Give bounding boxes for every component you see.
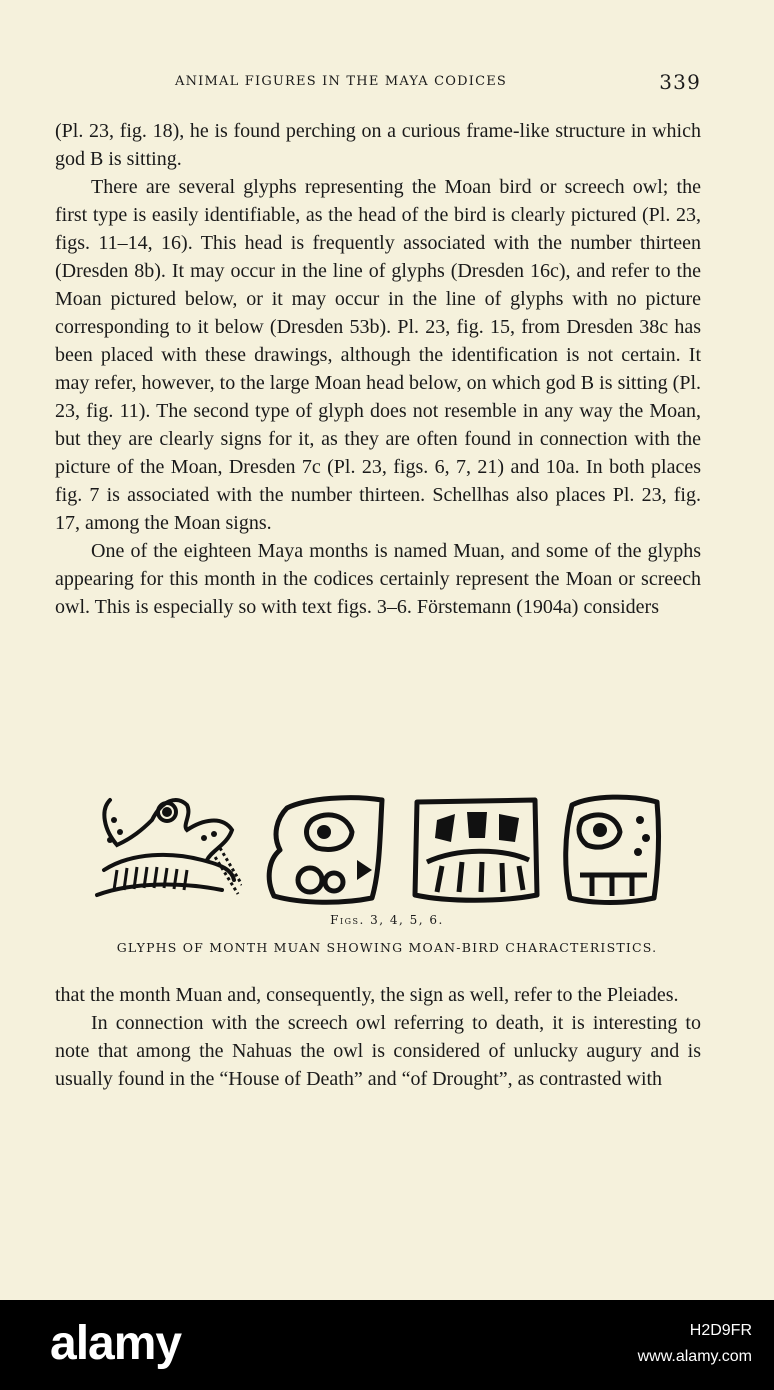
image-id: H2D9FR [689, 1322, 752, 1339]
muan-glyph-fig4-image [262, 790, 387, 908]
paragraph: There are several glyphs representing the Moan bird or screech owl; the first type is easily identifiable, as the head of the bird is clearly pictured (Pl. 23, figs. 11–14, 16). This head is frequently associated with the number thirteen (Dresden 8b). It may occur in the line of glyphs (Dresden 16c), and refer to the Moan pictured below, or it may occur in the line of glyphs with no picture corresponding to it below (Dresden 53b). Pl. 23, fig. 15, from Dresden 38c has been placed with these drawings, although the identification is not certain. It may refer, however, to the large Moan head below, on which god B is sitting (Pl. 23, fig. 11). The second type of glyph does not resemble in any way the Moan, but they are clearly signs for it, as they are often found in connection with the picture of the Moan, Dresden 7c (Pl. 23, figs. 6, 7, 21) and 10a. In both places fig. 7 is associated with the number thirteen. Schellhas also places Pl. 23, fig. 17, among the Moan signs. [55, 176, 701, 534]
alamy-logo: alamy [50, 1317, 182, 1370]
paragraph: One of the eighteen Maya months is named Muan, and some of the glyphs appearing for this month in the codices certainly represent the Moan or screech owl. This is especially so with text figs. 3–6. Förstemann (1904a) considers [55, 540, 701, 618]
page-number: 339 [659, 70, 701, 94]
muan-glyph-fig6-image [562, 790, 662, 908]
figure-label: Figs. 3, 4, 5, 6. [330, 913, 444, 927]
body-text-top [55, 117, 701, 621]
muan-glyph-fig5-image [407, 790, 542, 908]
glyph-figures [92, 790, 672, 908]
paragraph: that the month Muan and, consequently, the sign as well, refer to the Pleiades. [55, 984, 679, 1006]
running-title: ANIMAL FIGURES IN THE MAYA CODICES [175, 74, 508, 89]
paragraph: (Pl. 23, fig. 18), he is found perching on a curious frame-like structure in which god B is sitting. [55, 120, 701, 170]
figure-caption: GLYPHS OF MONTH MUAN SHOWING MOAN-BIRD CHARACTERISTICS. [116, 940, 658, 955]
site-url: www.alamy.com [637, 1348, 752, 1365]
watermark-footer [0, 1300, 774, 1390]
body-text-bottom [55, 981, 701, 1093]
paragraph: In connection with the screech owl referring to death, it is interesting to note that among the Nahuas the owl is considered of unlucky augury and is usually found in the “House of Death” and “of Drought”, as contrasted with [55, 1012, 701, 1090]
muan-glyph-fig3-image [92, 790, 242, 908]
